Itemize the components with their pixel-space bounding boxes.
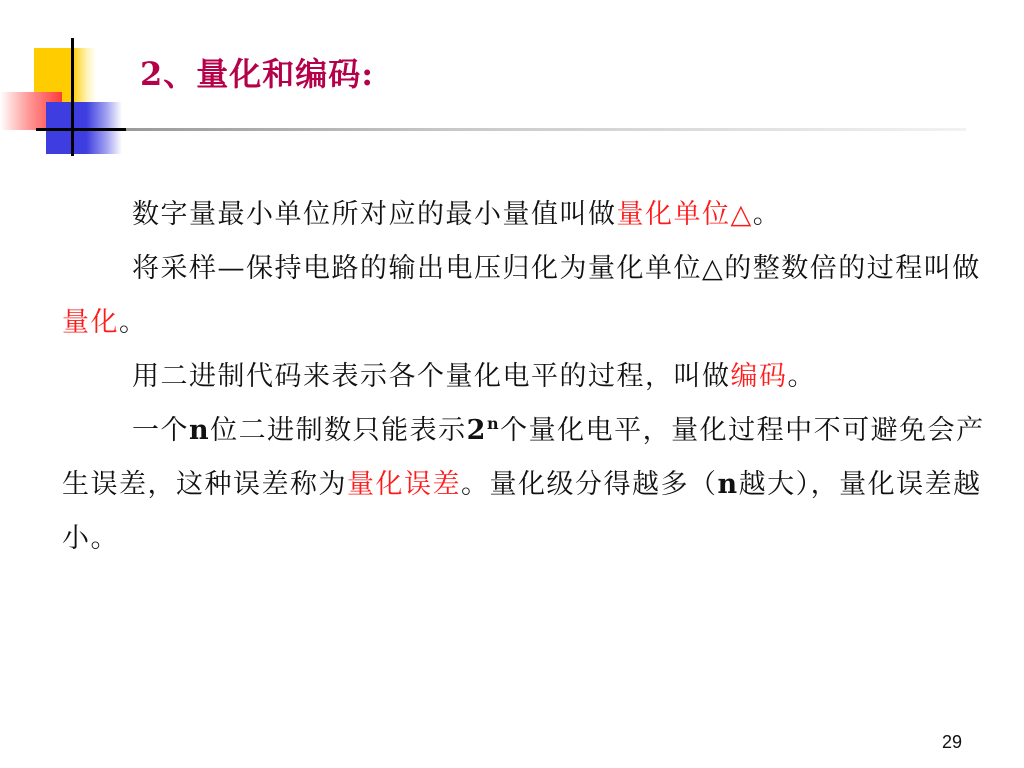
paragraph-quantization-unit bbox=[62, 188, 990, 242]
variable-n: n bbox=[189, 415, 211, 446]
paragraph-text: 个量化电平，量化过程中不可避免会产生误差，这种误差称为 bbox=[62, 415, 985, 500]
decor-vertical-line bbox=[71, 38, 74, 156]
paragraph-text: 一个 bbox=[132, 415, 189, 446]
slide-title: 2、量化和编码: bbox=[140, 55, 375, 93]
paragraph-text: 位二进制数只能表示 bbox=[210, 415, 467, 446]
highlight-term: 量化误差 bbox=[347, 469, 461, 500]
title-underline bbox=[126, 128, 966, 131]
highlight-term: 量化单位△ bbox=[616, 199, 753, 230]
paragraph-text: 。 bbox=[119, 307, 148, 338]
decor-horizontal-line bbox=[36, 128, 126, 131]
paragraph-text: 越大），量化误差越小。 bbox=[62, 469, 982, 554]
variable-n: n bbox=[717, 469, 739, 500]
paragraph-text: 。量化级分得越多（ bbox=[461, 469, 718, 500]
paragraph-text: 用二进制代码来表示各个量化电平的过程，叫做 bbox=[132, 361, 731, 392]
exponent-n: n bbox=[486, 414, 501, 433]
highlight-term: 编码 bbox=[730, 361, 788, 392]
paragraph-text: 将采样—保持电路的输出电压归化为量化单位△的整数倍的过程叫做 bbox=[132, 253, 981, 284]
paragraph-quantization bbox=[62, 242, 990, 350]
paragraph-encoding bbox=[62, 350, 990, 404]
paragraph-text: 。 bbox=[752, 199, 782, 230]
paragraph-text: 。 bbox=[787, 361, 816, 392]
paragraph-quantization-error bbox=[62, 404, 990, 566]
base-two: 2 bbox=[466, 415, 487, 446]
slide-body bbox=[62, 188, 990, 566]
paragraph-text: 数字量最小单位所对应的最小量值叫做 bbox=[132, 199, 617, 230]
highlight-term: 量化 bbox=[62, 307, 119, 338]
decor-yellow-fade bbox=[72, 48, 96, 104]
page-number: 29 bbox=[941, 732, 962, 752]
